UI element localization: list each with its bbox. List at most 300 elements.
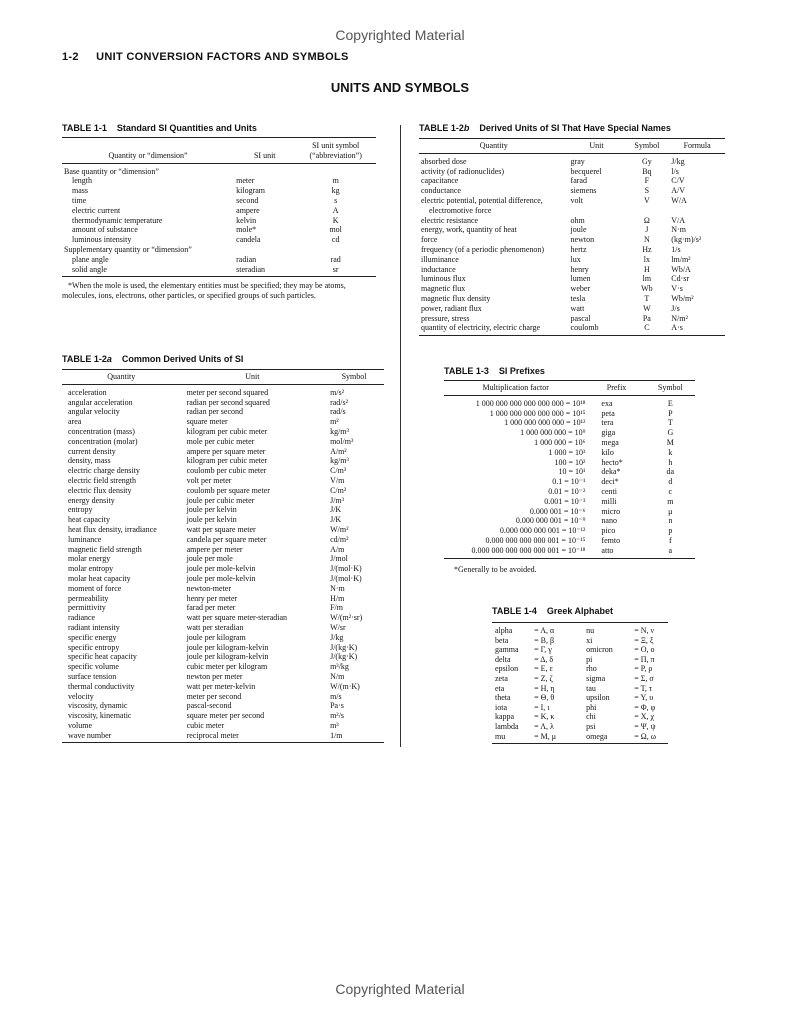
table-1-2b-header: Unit	[569, 139, 625, 154]
table-1-2a-header: Symbol	[324, 370, 384, 385]
greek-letters-cell: = Π, π	[634, 654, 655, 664]
factor-cell: 1 000 000 = 10⁶	[534, 437, 586, 447]
unit-cell: joule per kilogram-kelvin	[186, 652, 269, 662]
greek-letters-cell: = Σ, σ	[634, 673, 654, 683]
table-row	[492, 732, 668, 744]
symbol-cell: K	[332, 215, 339, 225]
symbol-cell: Ω	[643, 215, 650, 225]
formula-cell: l/s	[671, 166, 679, 176]
table-row	[419, 323, 725, 335]
symbol-cell: F/m	[330, 603, 343, 613]
quantity-cell: density, mass	[68, 456, 111, 466]
table-row	[62, 584, 384, 594]
unit-cell: lux	[570, 254, 581, 264]
greek-letters-cell: = Ν, ν	[634, 626, 655, 635]
unit-cell: watt per square meter	[186, 524, 256, 534]
greek-letters-cell: = Λ, λ	[534, 721, 554, 731]
greek-letters-cell: = Ζ, ζ	[534, 673, 553, 683]
unit-cell: henry per meter	[186, 593, 238, 603]
symbol-cell: W/(m²·sr)	[330, 613, 363, 623]
table-1-3-header: Symbol	[646, 381, 695, 396]
unit-cell: henry	[570, 264, 589, 274]
prefix-cell: mega	[601, 437, 619, 447]
unit-cell: radian per second squared	[186, 397, 270, 407]
symbol-cell: Bq	[642, 166, 652, 176]
unit-cell: joule	[570, 225, 587, 235]
table-row	[419, 206, 725, 216]
table-row	[62, 682, 384, 692]
table-1-4	[492, 622, 668, 744]
quantity-cell: viscosity, dynamic	[68, 701, 128, 711]
symbol-cell: N/m	[330, 671, 345, 681]
symbol-cell: M	[666, 437, 674, 447]
symbol-cell: W/(m·K)	[330, 681, 360, 691]
symbol-cell: Hz	[642, 244, 652, 254]
table-row	[62, 505, 384, 515]
quantity-cell: force	[421, 235, 438, 245]
greek-name-cell: zeta	[495, 673, 508, 683]
unit-cell: lumen	[570, 274, 591, 284]
table-row	[62, 486, 384, 496]
table-row	[444, 409, 695, 419]
table-row	[419, 167, 725, 177]
table-1-1-header: SI unit symbol (“abbreviation”)	[295, 138, 376, 164]
symbol-cell: J	[645, 225, 649, 235]
table-row	[62, 515, 384, 525]
symbol-cell: J/K	[330, 515, 342, 525]
prefix-cell: nano	[601, 516, 617, 526]
table-row	[492, 712, 668, 722]
quantity-cell: inductance	[421, 264, 456, 274]
formula-cell: C/V	[671, 176, 685, 186]
quantity-cell: luminous flux	[421, 274, 466, 284]
column-divider	[400, 125, 401, 747]
quantity-cell: specific volume	[68, 662, 119, 672]
table-row	[419, 225, 725, 235]
unit-cell: kilogram per cubic meter	[186, 426, 268, 436]
unit-cell: radian per second	[186, 407, 243, 417]
unit-cell: pascal	[570, 313, 591, 323]
symbol-cell: J/m³	[330, 495, 345, 505]
quantity-cell: concentration (molar)	[68, 436, 138, 446]
table-row	[444, 448, 695, 458]
quantity-cell: thermodynamic temperature	[72, 215, 163, 225]
greek-name-cell: chi	[586, 712, 596, 722]
greek-letters-cell: = Θ, θ	[534, 693, 555, 703]
unit-cell: siemens	[570, 186, 597, 196]
table-1-1-header: Quantity or “dimension”	[62, 138, 234, 164]
unit-cell: becquerel	[570, 166, 602, 176]
unit-cell: ampere	[236, 205, 260, 215]
formula-cell: (kg·m)/s²	[671, 235, 702, 245]
symbol-cell: J/(kg·K)	[330, 652, 358, 662]
prefix-cell: kilo	[601, 447, 614, 457]
quantity-cell: pressure, stress	[421, 313, 470, 323]
unit-cell: mole per cubic meter	[186, 436, 255, 446]
table-row	[419, 153, 725, 166]
unit-cell: volt per meter	[186, 475, 232, 485]
greek-name-cell: delta	[495, 654, 511, 664]
quantity-cell: area	[68, 417, 82, 427]
table-1-4-block	[492, 606, 668, 744]
unit-cell: square meter	[186, 417, 228, 427]
table-row	[492, 684, 668, 694]
quantity-cell: surface tension	[68, 671, 117, 681]
table-row	[62, 633, 384, 643]
unit-cell: kilogram per cubic meter	[186, 456, 268, 466]
symbol-cell: a	[668, 545, 673, 555]
symbol-cell: W/sr	[330, 622, 346, 632]
quantity-cell: energy, work, quantity of heat	[421, 225, 517, 235]
formula-cell: J/s	[671, 303, 680, 313]
unit-cell: joule per mole-kelvin	[186, 573, 256, 583]
factor-cell: 0.000 000 000 001 = 10⁻¹²	[499, 526, 586, 536]
table-row	[444, 487, 695, 497]
unit-cell: newton	[570, 235, 595, 245]
table-row	[62, 652, 384, 662]
table-1-1-group-heading: Supplementary quantity or “dimension”	[64, 244, 192, 254]
table-1-3-header: Prefix	[587, 381, 645, 396]
factor-cell: 0.000 001 = 10⁻⁶	[529, 506, 586, 516]
symbol-cell: da	[666, 467, 675, 477]
greek-name-cell: upsilon	[586, 693, 610, 703]
table-row	[62, 564, 384, 574]
factor-cell: 0.01 = 10⁻²	[548, 486, 586, 496]
factor-cell: 100 = 10²	[554, 457, 586, 467]
symbol-cell: Pa	[642, 313, 651, 323]
table-row	[62, 701, 384, 711]
symbol-cell: m	[667, 496, 674, 506]
quantity-cell: magnetic flux	[421, 284, 466, 294]
prefix-cell: peta	[601, 408, 615, 418]
table-row	[492, 623, 668, 636]
table-row	[444, 438, 695, 448]
factor-cell: 1 000 000 000 000 000 = 10¹⁵	[489, 408, 586, 418]
table-1-3-number: TABLE 1-3	[444, 366, 489, 376]
quantity-cell: molar heat capacity	[68, 573, 131, 583]
symbol-cell: m²	[330, 417, 339, 427]
symbol-cell: V/m	[330, 475, 345, 485]
unit-cell: meter	[236, 176, 255, 186]
unit-cell: gray	[570, 156, 585, 166]
unit-cell: mole*	[236, 225, 257, 235]
quantity-cell: thermal conductivity	[68, 681, 135, 691]
prefix-cell: tera	[601, 418, 614, 428]
table-row	[444, 516, 695, 526]
quantity-cell: capacitance	[421, 176, 459, 186]
symbol-cell: kg/m³	[330, 456, 349, 466]
quantity-cell: mass	[72, 186, 88, 196]
greek-name-cell: omega	[586, 731, 608, 741]
factor-cell: 0.1 = 10⁻¹	[552, 477, 586, 487]
unit-cell: farad per meter	[186, 603, 236, 613]
watermark-bottom: Copyrighted Material	[335, 981, 465, 997]
table-row	[419, 255, 725, 265]
formula-cell: A·s	[671, 323, 683, 333]
symbol-cell	[624, 206, 669, 216]
table-1-2a	[62, 369, 384, 743]
unit-cell: joule per kelvin	[186, 505, 237, 515]
unit-cell: second	[236, 195, 259, 205]
formula-cell: Cd·sr	[671, 274, 690, 284]
quantity-cell: acceleration	[68, 387, 107, 397]
unit-cell: joule per mole-kelvin	[186, 564, 256, 574]
symbol-cell: sr	[332, 264, 339, 274]
greek-letters-cell: = Ο, ο	[634, 645, 655, 655]
symbol-cell: kg/m³	[330, 426, 349, 436]
quantity-cell: entropy	[68, 505, 93, 515]
quantity-cell: solid angle	[72, 264, 107, 274]
prefix-cell: milli	[601, 496, 617, 506]
quantity-cell: wave number	[68, 730, 112, 740]
quantity-cell: angular acceleration	[68, 397, 133, 407]
factor-cell: 0.000 000 001 = 10⁻⁹	[515, 516, 586, 526]
greek-name-cell: theta	[495, 693, 511, 703]
formula-cell: Wb/m²	[671, 293, 694, 303]
greek-name-cell: rho	[586, 664, 597, 674]
table-row	[419, 186, 725, 196]
symbol-cell: J/(kg·K)	[330, 642, 358, 652]
formula-cell: V/A	[671, 215, 686, 225]
factor-cell: 1 000 = 10³	[548, 447, 586, 457]
watermark-top: Copyrighted Material	[335, 27, 465, 43]
formula-cell: A/V	[671, 186, 686, 196]
table-row	[62, 384, 384, 397]
table-row	[444, 526, 695, 536]
table-row	[492, 674, 668, 684]
quantity-cell: activity (of radionuclides)	[421, 166, 505, 176]
table-row	[444, 395, 695, 408]
table-1-2b	[419, 138, 725, 336]
table-row	[492, 664, 668, 674]
symbol-cell: J/(mol·K)	[330, 573, 362, 583]
quantity-cell: absorbed dose	[421, 156, 467, 166]
quantity-cell: electric resistance	[421, 215, 479, 225]
symbol-cell: V	[643, 195, 650, 205]
greek-name-cell: tau	[586, 683, 596, 693]
unit-cell: kilogram	[236, 186, 266, 196]
formula-cell: W/A	[671, 195, 687, 205]
table-row	[419, 304, 725, 314]
table-row	[62, 692, 384, 702]
symbol-cell: mol/m³	[330, 436, 354, 446]
symbol-cell: C/m³	[330, 466, 347, 476]
symbol-cell: A/m²	[330, 446, 347, 456]
quantity-cell: magnetic field strength	[68, 544, 142, 554]
symbol-cell: rad	[330, 254, 341, 264]
quantity-cell: frequency (of a periodic phenomenon)	[421, 244, 545, 254]
table-1-4-number: TABLE 1-4	[492, 606, 537, 616]
table-row	[62, 594, 384, 604]
unit-cell: square meter per second	[186, 711, 265, 721]
symbol-cell: J/K	[330, 505, 342, 515]
greek-letters-cell: = Δ, δ	[534, 654, 554, 664]
table-1-1-footnote: *When the mole is used, the elementary entities must be specified; they may be atoms, molecules, ions, electrons, other particles, or specified groups of such particles.	[62, 281, 346, 300]
unit-cell: ohm	[570, 215, 585, 225]
symbol-cell: m³/kg	[330, 662, 349, 672]
greek-letters-cell: = Ε, ε	[534, 664, 553, 674]
table-row	[62, 225, 376, 235]
quantity-cell: permittivity	[68, 603, 106, 613]
symbol-cell: k	[668, 447, 673, 457]
table-row	[419, 294, 725, 304]
quantity-cell: moment of force	[68, 583, 122, 593]
unit-cell: joule per cubic meter	[186, 495, 255, 505]
symbol-cell: Pa·s	[330, 701, 344, 711]
quantity-cell: concentration (mass)	[68, 426, 135, 436]
factor-cell: 1 000 000 000 000 000 000 = 10¹⁸	[475, 398, 586, 408]
formula-cell: V·s	[671, 284, 683, 294]
symbol-cell: J/kg	[330, 632, 344, 642]
unit-cell: hertz	[570, 244, 587, 254]
quantity-cell: luminance	[68, 534, 102, 544]
symbol-cell: T	[644, 293, 650, 303]
greek-name-cell: omicron	[586, 645, 613, 655]
greek-letters-cell: = Η, η	[534, 683, 555, 693]
symbol-cell: J/mol	[330, 554, 348, 564]
quantity-cell: electromotive force	[429, 205, 492, 215]
factor-cell: 1 000 000 000 000 = 10¹²	[504, 418, 586, 428]
quantity-cell: radiant intensity	[68, 622, 120, 632]
table-row	[62, 163, 376, 176]
unit-cell: pascal-second	[186, 701, 232, 711]
symbol-cell: m/s²	[330, 387, 345, 397]
factor-cell: 0.001 = 10⁻³	[544, 496, 586, 506]
symbol-cell: lm	[642, 274, 652, 284]
quantity-cell: electric charge density	[68, 466, 140, 476]
symbol-cell: f	[668, 535, 672, 545]
quantity-cell: electric flux density	[68, 485, 132, 495]
table-1-3	[444, 380, 695, 559]
table-row	[419, 265, 725, 275]
table-row	[62, 545, 384, 555]
table-row	[419, 314, 725, 324]
table-row	[419, 196, 725, 206]
table-row	[62, 554, 384, 564]
symbol-cell: C/m²	[330, 485, 347, 495]
quantity-cell: magnetic flux density	[421, 293, 491, 303]
quantity-cell: volume	[68, 720, 92, 730]
quantity-cell: plane angle	[72, 254, 109, 264]
quantity-cell: luminous intensity	[72, 235, 132, 245]
unit-cell: joule per kilogram	[186, 632, 246, 642]
unit-cell: coulomb per square meter	[186, 485, 270, 495]
prefix-cell: femto	[601, 535, 621, 545]
symbol-cell: A	[332, 205, 339, 215]
unit-cell: newton per meter	[186, 671, 243, 681]
unit-cell: meter per second	[186, 691, 242, 701]
greek-letters-cell: = Γ, γ	[534, 645, 552, 655]
greek-letters-cell: = Φ, φ	[634, 702, 656, 712]
table-1-3-block	[444, 366, 695, 574]
symbol-cell: G	[667, 428, 674, 438]
greek-name-cell: iota	[495, 702, 507, 712]
table-1-2a-header: Unit	[181, 370, 325, 385]
quantity-cell: quantity of electricity, electric charge	[421, 323, 541, 333]
quantity-cell: velocity	[68, 691, 94, 701]
unit-cell: tesla	[570, 293, 586, 303]
table-1-4-title: Greek Alphabet	[546, 606, 614, 616]
running-head	[62, 51, 349, 63]
table-row	[62, 265, 376, 277]
unit-cell: watt	[570, 303, 585, 313]
quantity-cell: power, radiant flux	[421, 303, 482, 313]
symbol-cell: μ	[668, 506, 673, 516]
table-row	[419, 284, 725, 294]
quantity-cell: illuminance	[421, 254, 459, 264]
table-row	[62, 417, 384, 427]
quantity-cell: specific energy	[68, 632, 117, 642]
symbol-cell: m³	[330, 720, 339, 730]
quantity-cell: time	[72, 195, 87, 205]
factor-cell: 0.000 000 000 000 000 001 = 10⁻¹⁸	[471, 545, 586, 555]
symbol-cell: E	[667, 398, 673, 408]
greek-name-cell: mu	[495, 731, 506, 741]
unit-cell: watt per meter-kelvin	[186, 681, 256, 691]
greek-letters-cell: = Ω, ω	[634, 731, 656, 741]
prefix-cell: pico	[601, 526, 616, 536]
unit-cell: meter per second squared	[186, 387, 269, 397]
greek-letters-cell: = Χ, χ	[634, 712, 655, 722]
unit-cell: watt per steradian	[186, 622, 244, 632]
unit-cell: volt	[570, 195, 583, 205]
unit-cell: cubic meter	[186, 720, 225, 730]
quantity-cell: specific heat capacity	[68, 652, 137, 662]
greek-name-cell: phi	[586, 702, 597, 712]
quantity-cell: energy density	[68, 495, 115, 505]
greek-name-cell: beta	[495, 635, 509, 645]
table-row	[62, 662, 384, 672]
unit-cell: candela per square meter	[186, 534, 267, 544]
greek-letters-cell: = Μ, μ	[534, 731, 557, 741]
table-row	[62, 525, 384, 535]
quantity-cell: permeability	[68, 593, 109, 603]
formula-cell: J/kg	[671, 156, 685, 166]
running-head-number: 1-2	[62, 51, 79, 63]
greek-letters-cell: = Κ, κ	[534, 712, 555, 722]
table-1-3-title: SI Prefixes	[498, 366, 545, 376]
table-row	[419, 245, 725, 255]
greek-letters-cell: = Ρ, ρ	[634, 664, 653, 674]
greek-name-cell: xi	[586, 635, 593, 645]
quantity-cell: electric field strength	[68, 475, 136, 485]
prefix-cell: centi	[601, 486, 617, 496]
symbol-cell: kg	[331, 186, 340, 196]
table-row	[62, 721, 384, 731]
greek-letters-cell: = Υ, υ	[634, 693, 654, 703]
formula-cell: 1/s	[671, 244, 681, 254]
table-row	[62, 476, 384, 486]
greek-letters-cell: = Ξ, ξ	[634, 635, 654, 645]
table-1-2a-title: Common Derived Units of SI	[121, 354, 244, 364]
table-row	[444, 467, 695, 477]
unit-cell: farad	[570, 176, 587, 186]
table-row	[62, 235, 376, 245]
unit-cell: ampere per meter	[186, 544, 243, 554]
table-1-4-caption	[492, 606, 668, 616]
factor-cell: 1 000 000 000 = 10⁹	[520, 428, 586, 438]
factor-cell: 0.000 000 000 000 001 = 10⁻¹⁵	[485, 535, 586, 545]
factor-cell: 10 = 10¹	[558, 467, 586, 477]
symbol-cell: n	[668, 516, 673, 526]
table-row	[444, 418, 695, 428]
table-1-2b-caption: TABLE 1-2b Derived Units of SI That Have Special Names	[419, 123, 671, 133]
greek-name-cell: pi	[586, 654, 593, 664]
symbol-cell: p	[668, 526, 673, 536]
greek-letters-cell: = Β, β	[534, 635, 555, 645]
quantity-cell: heat flux density, irradiance	[68, 524, 157, 534]
unit-cell: reciprocal meter	[186, 730, 239, 740]
